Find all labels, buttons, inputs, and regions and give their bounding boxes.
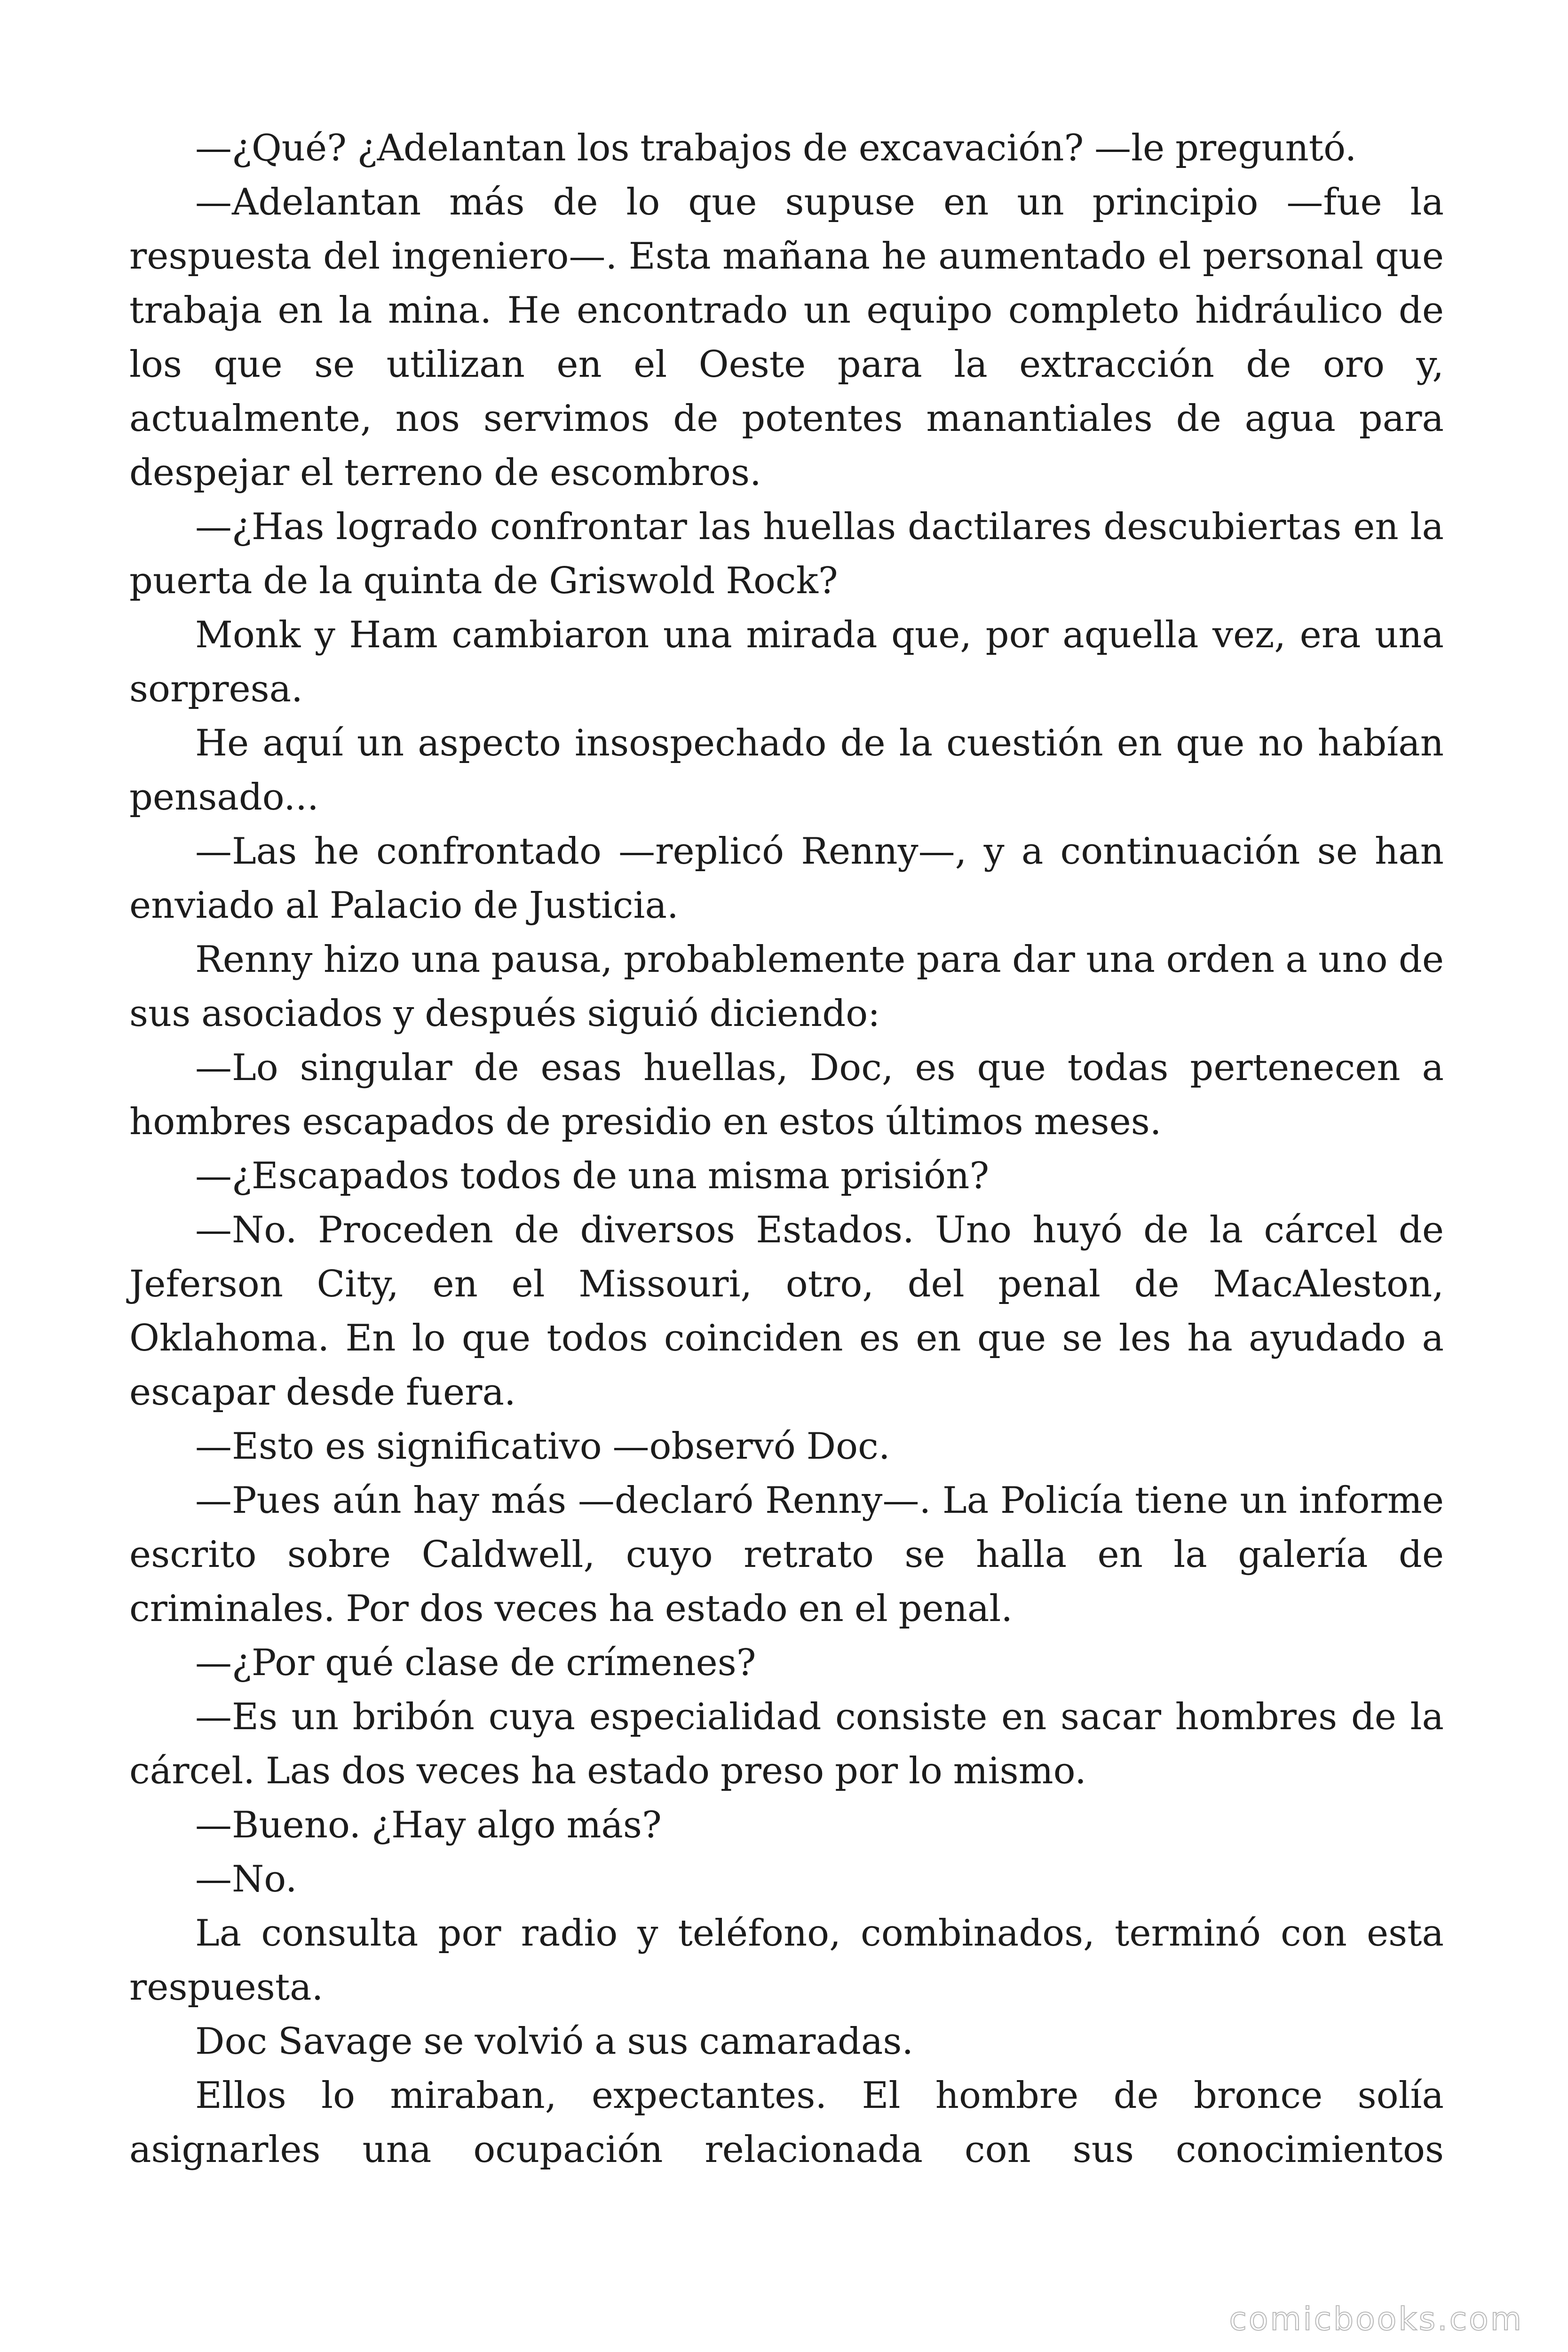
paragraph-17: La consulta por radio y teléfono, combinados, terminó con esta respuesta. (129, 1912, 1444, 2009)
paragraph-10: —No. Proceden de diversos Estados. Uno huyó de la cárcel de Jeferson City, en el Missouri, otro, del penal de MacAleston, Oklahoma. En lo que todos coinciden es en que se les ha ayudado a escapar desde fuera. (129, 1209, 1444, 1414)
paragraph-11: —Esto es significativo —observó Doc. (195, 1425, 890, 1468)
watermark: comicbooks.com (1229, 2300, 1523, 2338)
paragraph-9: —¿Escapados todos de una misma prisión? (195, 1155, 990, 1197)
paragraph-13: —¿Por qué clase de crímenes? (195, 1642, 756, 1684)
paragraph-19: Ellos lo miraban, expectantes. El hombre de bronce solía asignarles una ocupación relacionada con sus conocimientos (129, 2074, 1444, 2171)
paragraph-14: —Es un bribón cuya especialidad consiste en sacar hombres de la cárcel. Las dos veces ha estado preso por lo mismo. (129, 1696, 1444, 1792)
paragraph-3: —¿Has logrado confrontar las huellas dactilares descubiertas en la puerta de la quinta de Griswold Rock? (129, 506, 1444, 602)
paragraph-1: —¿Qué? ¿Adelantan los trabajos de excavación? —le preguntó. (195, 127, 1357, 169)
paragraph-8: —Lo singular de esas huellas, Doc, es que todas pertenecen a hombres escapados de presidio en estos últimos meses. (129, 1047, 1444, 1143)
paragraph-4: Monk y Ham cambiaron una mirada que, por aquella vez, era una sorpresa. (129, 614, 1444, 710)
paragraph-18: Doc Savage se volvió a sus camaradas. (195, 2020, 914, 2063)
paragraph-7: Renny hizo una pausa, probablemente para dar una orden a uno de sus asociados y después siguió diciendo: (129, 938, 1444, 1035)
paragraph-12: —Pues aún hay más —declaró Renny—. La Policía tiene un informe escrito sobre Caldwell, cuyo retrato se halla en la galería de criminales. Por dos veces ha estado en el penal. (129, 1479, 1444, 1630)
paragraph-6: —Las he confrontado —replicó Renny—, y a continuación se han enviado al Palacio de Justicia. (129, 830, 1444, 927)
paragraph-2: —Adelantan más de lo que supuse en un principio —fue la respuesta del ingeniero—. Esta mañana he aumentado el personal que trabaja en la mina. He encontrado un equipo completo hidráulico de los que se utilizan en el Oeste para la extracción de oro y, actualmente, nos servimos de potentes manantiales de agua para despejar el terreno de escombros. (129, 181, 1444, 494)
page-body-text (129, 121, 1444, 2177)
paragraph-16: —No. (195, 1858, 297, 1900)
paragraph-15: —Bueno. ¿Hay algo más? (195, 1804, 662, 1846)
paragraph-5: He aquí un aspecto insospechado de la cuestión en que no habían pensado... (129, 722, 1444, 818)
